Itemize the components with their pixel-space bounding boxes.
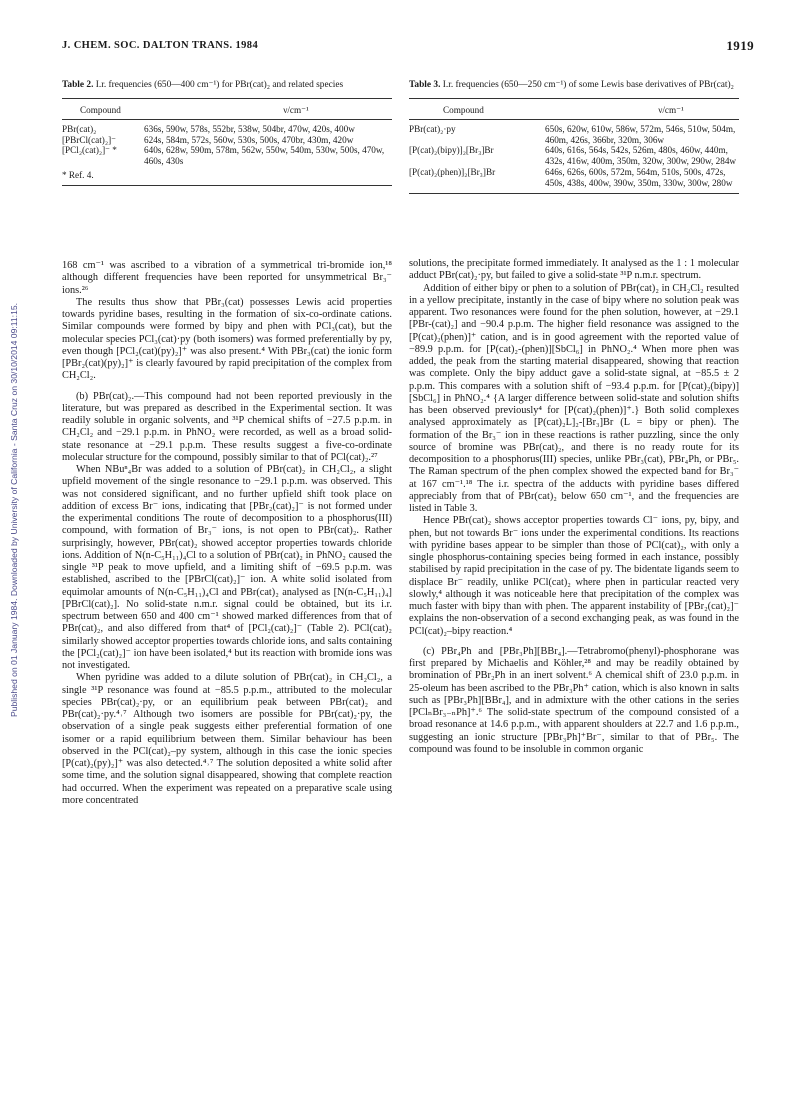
- table-cell-compound: [P(cat)₂(bipy)]₂[Br₃]Br: [409, 145, 494, 156]
- table-2-col-compound: Compound: [80, 105, 121, 115]
- paragraph: solutions, the precipitate formed immediately. It analysed as the 1 : 1 molecular adduct PBr(cat)₂·py, but failed to give a solid-state ³¹P n.m.r. spectrum.: [409, 258, 739, 282]
- left-body-text: [62, 260, 392, 807]
- paragraph: Addition of either bipy or phen to a solution of PBr(cat)₂ in CH₂Cl₂ resulted in a yellow precipitate, instantly in the case of bipy where no solution peak was apparent. Two resonances were found for the phen solution, however, at −29.1 [PBr-(cat)₂] and −90.4 p.p.m. The higher field resonance was assigned to the [P(cat)₂(phen)]⁺ cation, and is in good agreement with the reported value of −89.9 p.p.m. for [P(cat)₂-(phen)][SbCl₆] in PhNO₂.⁴ When more phen was added, the peak from the starting material disappeared, showing that reaction was complete. Only the bipy adduct gave a solid-state signal, at −85.5 ± 2 p.p.m. This compares with a solution shift of −93.4 p.p.m. for [P(cat)₂(bipy)][SbCl₆] in PhNO₂.⁴ {A larger difference between solid-state and solution shifts has been observed previously⁴ for [P(cat)₂(phen)]⁺.} Both solid complexes analysed approximately as [P(cat)₂L]₂-[Br₃]Br (L = bipy or phen). The formation of the Br₃⁻ ion in these reactions is rather puzzling, since the only source of bromine was PBr(cat)₂, and there is no ready route for its decomposition to a phosphorus(III) species, unlike PBr₃(cat), PBr₄Ph, or PBr₅. The Raman spectrum of the phen complex showed the expected band for Br₃⁻ at 167 cm⁻¹.¹⁸ The i.r. spectra of the adducts with pyridine bases differed appreciably from that of PBr(cat)₂ below 650 cm⁻¹, and the frequencies are listed in Table 3.: [409, 282, 739, 514]
- download-watermark: [6, 150, 22, 870]
- table-cell-freq: 646s, 626s, 600s, 572m, 564m, 510s, 500s, 472s, 450s, 438s, 400w, 390w, 350m, 330w, 300w, 280w: [545, 166, 733, 188]
- table-row: [62, 135, 392, 146]
- table-3-label: Table 3.: [409, 80, 441, 90]
- section-b-paragraph: (b) PBr(cat)₂.—This compound had not been reported previously in the literature, but was prepared as described in the Experimental section. It was readily soluble in organic solvents, and ³¹P chemical shifts of −27.5 p.p.m. in CH₂Cl₂ and −29.1 p.p.m. in PhNO₂ were recorded, as well as a broad solid-state resonance at −29.1 p.p.m. These results suggest a five-co-ordinate molecular structure for the compound, possibly similar to that of PCl(cat)₂.²⁷: [62, 390, 392, 463]
- table-row: [62, 145, 392, 167]
- table-row: [409, 145, 739, 167]
- table-3-header: [409, 105, 739, 116]
- paragraph: When pyridine was added to a dilute solution of PBr(cat)₂ in CH₂Cl₂, a single ³¹P resonance was found at −85.5 p.p.m., attributed to the molecular species PBr(cat)₂·py, or an equilibrium peak between PBr(cat)₂ and PBr(cat)₂·py.⁴˒⁷ Although two isomers are possible for PBr(cat)₂·py, the observation of a single peak suggests either preferential formation of one isomer or a rapid equilibrium between them. Similar behaviour has been observed in the PCl(cat)₂–py system, although in this case the ionic species [P(cat)₂(py)₂]⁺ was also detected.⁴˒⁷ The solution deposited a white solid after some time, and the solution signal disappeared, showing that complete reaction had occurred. When the experiment was repeated on a preparative scale using more concentrated: [62, 672, 392, 806]
- table-cell-freq: 636s, 590w, 578s, 552br, 538w, 504br, 470w, 420s, 400w: [144, 123, 355, 134]
- table-2-col-freq: ν/cm⁻¹: [283, 105, 309, 115]
- left-column: [62, 80, 392, 807]
- page-number: 1919: [726, 38, 754, 53]
- table-3-col-compound: Compound: [443, 105, 484, 115]
- paragraph: Hence PBr(cat)₂ shows acceptor properties towards Cl⁻ ions, py, bipy, and phen, but not towards Br⁻ ions under the experimental conditions. Its reactions with pyridine bases appear to be simpler than those of PCl(cat)₂, with only a single phosphorus-containing species being formed in each instance, possibly stabilised by rapid precipitation in the case of py. The bidentate ligands seem to displace Br⁻ readily, unlike PCl(cat)₂ where phen in particular reacted very slowly,⁴ although it was noticeable here that precipitation of the complex was much faster with bipy than with phen. The apparent instability of [PBr₂(cat)₂]⁻ explains the non-observation of a second exchanging peak, as was found in the PCl(cat)₂–bipy reaction.⁴: [409, 515, 739, 637]
- table-row: [409, 120, 739, 146]
- paragraph: When NBuⁿ₄Br was added to a solution of PBr(cat)₂ in CH₂Cl₂, a slight upfield movement of the single resonance to −29.1 p.p.m. was observed. This was not considered significant, and no further upfield shift took place on addition of excess Br⁻ ions, indicating that [PBr₂(cat)₂]⁻ is not formed under the experimental conditions The route of decomposition to a phosphorus(III) compound, with formation of Br₃⁻ ions, is not open to PBr(cat)₂. Rather surprisingly, however, PBr(cat)₂ showed acceptor properties towards chloride ions. Addition of N(n-C₅H₁₁)₄Cl to a solution of PBr(cat)₂ in PhNO₂ caused the single ³¹P peak to move upfield, and a limiting shift of −69.5 p.p.m. was established, ascribed to the [PBrCl(cat)₂]⁻ ion. A white solid isolated from equimolar amounts of N(n-C₅H₁₁)₄Cl and PBr(cat)₂ analysed as [N(n-C₅H₁₁)₄][PBrCl(cat)₂]. No solid-state n.m.r. signal could be obtained, but its i.r. spectrum between 650 and 400 cm⁻¹ showed marked differences from that of PBr(cat)₂, and also differed from that⁴ of [PCl₂(cat)₂]⁻ (Table 2). PCl(cat)₂ similarly showed acceptor properties towards chloride ions, and salts containing the [PCl₂(cat)₂]⁻ ion have been isolated,⁴ but its reaction with bromide ions was not investigated.: [62, 464, 392, 671]
- table-3-body: [409, 120, 739, 189]
- table-3: [409, 80, 739, 248]
- paragraph: 168 cm⁻¹ was ascribed to a vibration of a symmetrical tri-bromide ion,¹⁸ although different frequencies have been reported for unsymmetrical Br₃⁻ ions.²⁶: [62, 260, 392, 296]
- table-2-label: Table 2.: [62, 80, 94, 90]
- table-2-caption-text: I.r. frequencies (650—400 cm⁻¹) for PBr(cat)₂ and related species: [95, 80, 344, 90]
- table-row: [62, 120, 392, 135]
- download-watermark-text: Published on 01 January 1984. Downloaded by University of California - Santa Cruz on 30/10/2014 09:11:15.: [9, 302, 19, 718]
- table-cell-freq: 650s, 620w, 610w, 586w, 572m, 546s, 510w, 504m, 460m, 426s, 366br, 320m, 306w: [545, 123, 736, 145]
- right-body-text: [409, 258, 739, 756]
- table-2-top-rule: [62, 98, 392, 99]
- table-2-bottom-rule: [62, 185, 392, 186]
- running-head: [62, 40, 754, 56]
- table-3-top-rule: [409, 98, 739, 99]
- right-column: [409, 80, 739, 756]
- table-cell-freq: 624s, 584m, 572s, 560w, 530s, 500s, 470br, 430m, 420w: [144, 134, 354, 145]
- table-cell-freq: 640s, 628w, 590m, 578m, 562w, 550w, 540m, 530w, 500s, 470w, 460s, 430s: [144, 145, 385, 167]
- table-cell-compound: PBr(cat)₂: [62, 123, 97, 134]
- table-row: [409, 167, 739, 189]
- section-c-paragraph: (c) PBr₄Ph and [PBr₃Ph][BBr₄].—Tetrabromo(phenyl)-phosphorane was first prepared by Michaelis and Köhler,²⁸ and may be readily obtained by bromination of PBr₂Ph in an inert solvent.⁶ A chemical shift of 23.0 p.p.m. in 25-oleum has been ascribed to the PBr₃Ph⁺ cation, which is also known in salts such as [PBr₃Ph][BBr₄], and in admixture with the other cations in the series [PClₙBr₃₋ₙPh]⁺.⁶ The solid-state spectrum of the compound consisted of a broad resonance at 14.6 p.p.m., with apparent shoulders at 22.7 and 1.6 p.p.m., suggesting an ionic structure [PBr₃Ph]⁺Br⁻, similar to that of PBr₅. The compound was found to be insoluble in common organic: [409, 645, 739, 755]
- table-cell-freq: 640s, 616s, 564s, 542s, 526m, 480s, 460w, 440m, 432s, 416w, 400m, 350m, 320w, 300w, 290w, 284w: [545, 145, 737, 167]
- table-cell-compound: [PBrCl(cat)₂]⁻: [62, 134, 116, 145]
- table-cell-compound: [PCl₂(cat)₂]⁻ *: [62, 145, 117, 156]
- table-2: [62, 80, 392, 250]
- table-3-bottom-rule: [409, 193, 739, 194]
- table-3-caption-text: I.r. frequencies (650—250 cm⁻¹) of some Lewis base derivatives of PBr(cat)₂: [442, 80, 734, 90]
- table-2-header: [62, 105, 392, 116]
- table-cell-compound: PBr(cat)₂·py: [409, 123, 456, 134]
- table-3-col-freq: ν/cm⁻¹: [658, 105, 684, 115]
- table-2-caption: [62, 80, 392, 91]
- paragraph: The results thus show that PBr₃(cat) possesses Lewis acid properties towards pyridine bases, resulting in the formation of six-co-ordinate cations. Similar compounds were formed by bipy and phen with PCl₃(cat), but the molecular species PCl₃(cat)·py (both isomers) was formed preferentially by py, even though [PCl₂(cat)(py)₂]⁺ was also present.⁴ With PBr₃(cat) the ionic form [PBr₂(cat)(py)₂]⁺ is clearly favoured by rapid precipitation of the complex from CH₂Cl₂.: [62, 296, 392, 382]
- table-3-caption: [409, 80, 739, 91]
- table-2-body: [62, 120, 392, 167]
- journal-title: J. CHEM. SOC. DALTON TRANS. 1984: [62, 40, 259, 51]
- table-2-footnote: * Ref. 4.: [62, 169, 94, 180]
- table-cell-compound: [P(cat)₂(phen)]₂[Br₃]Br: [409, 166, 496, 177]
